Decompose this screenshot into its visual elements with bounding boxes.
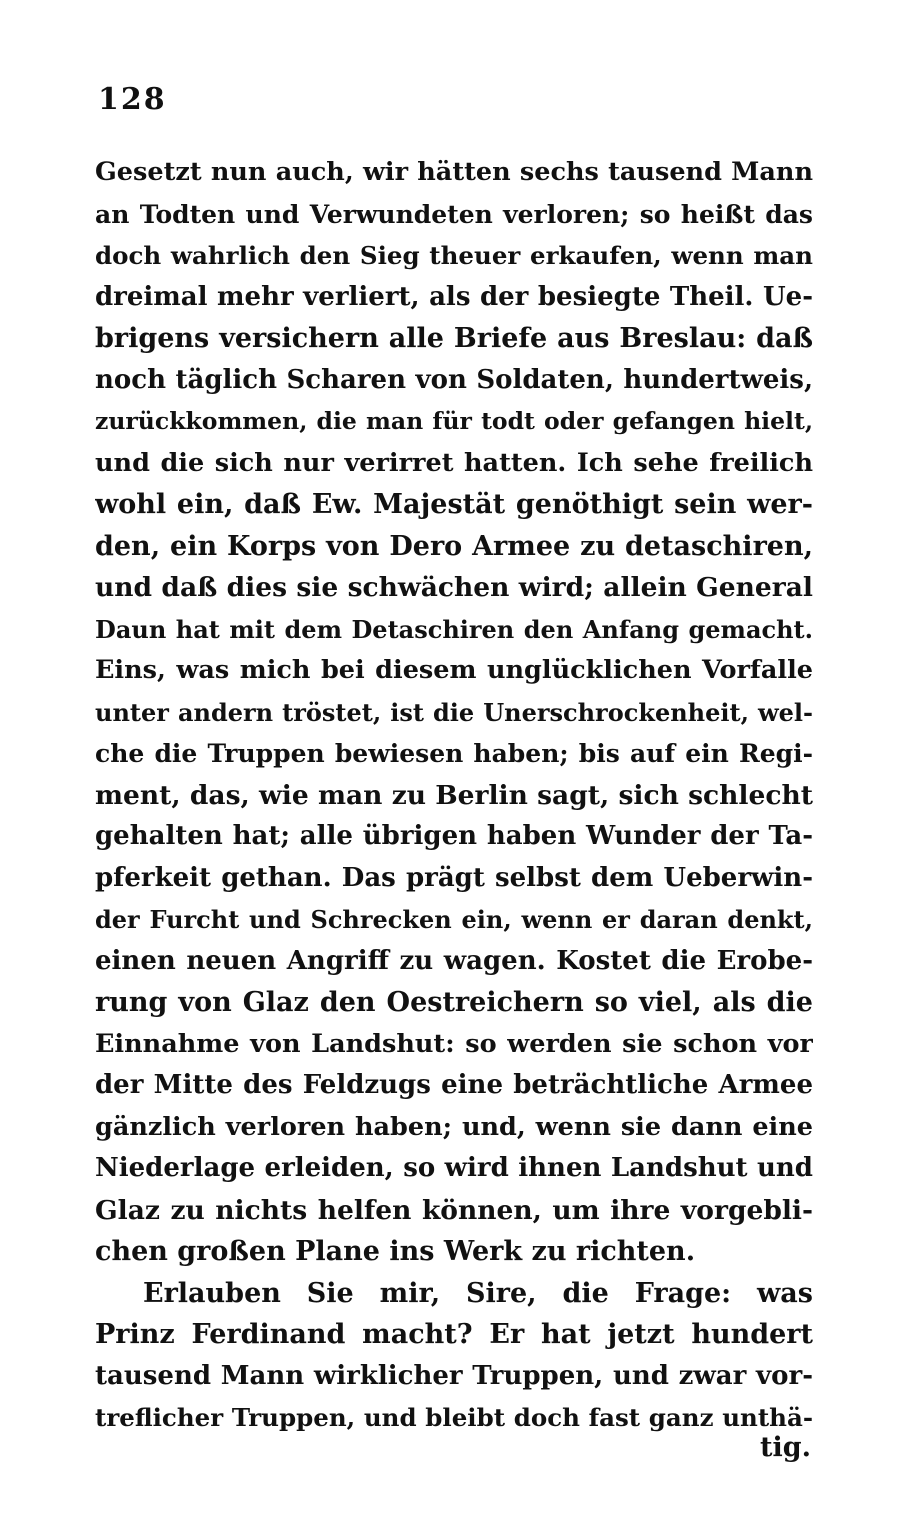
text-line: der Mitte des Feldzugs eine beträchtliche Armee (95, 1070, 813, 1100)
text-line: noch täglich Scharen von Soldaten, hundertweis, (95, 364, 813, 395)
text-line: tausend Mann wirklicher Truppen, und zwar vor- (95, 1360, 813, 1391)
body-text (95, 152, 813, 1439)
text-line: che die Truppen bewiesen haben; bis auf ein Regi- (95, 739, 813, 768)
text-line: pferkeit gethan. Das prägt selbst dem Ueberwin- (95, 862, 813, 893)
text-line: und die sich nur verirret hatten. Ich sehe freilich (95, 447, 813, 478)
text-line: doch wahrlich den Sieg theuer erkaufen, wenn man (95, 241, 813, 270)
text-line: Daun hat mit dem Detaschiren den Anfang gemacht. (95, 614, 813, 644)
text-line: den, ein Korps von Dero Armee zu detaschiren, (95, 530, 813, 562)
page-number: 128 (98, 82, 167, 117)
text-line: der Furcht und Schrecken ein, wenn er daran denkt, (95, 905, 813, 934)
text-line: zurückkommen, die man für todt oder gefangen hielt, (95, 407, 813, 435)
text-line: Niederlage erleiden, so wird ihnen Landshut und (95, 1153, 813, 1183)
text-line: rung von Glaz den Oestreichern so viel, als die (95, 987, 813, 1018)
text-line: gehalten hat; alle übrigen haben Wunder der Ta- (95, 821, 813, 851)
text-line: treflicher Truppen, und bleibt doch fast ganz unthä- (95, 1403, 813, 1432)
text-line: dreimal mehr verliert, als der besiegte Theil. Ue- (95, 281, 813, 312)
paragraph-start-line: Erlauben Sie mir, Sire, die Frage: was (143, 1277, 813, 1309)
text-line: an Todten und Verwundeten verloren; so heißt das (95, 199, 813, 229)
text-line: Eins, was mich bei diesem unglücklichen Vorfalle (95, 655, 813, 685)
paragraph-end-line: chen großen Plane ins Werk zu richten. (95, 1236, 696, 1267)
catchword: tig. (760, 1432, 812, 1463)
text-line: und daß dies sie schwächen wird; allein General (95, 572, 813, 603)
text-line: unter andern tröstet, ist die Unerschrockenheit, wel- (95, 697, 813, 727)
text-line: wohl ein, daß Ew. Majestät genöthigt sein wer- (95, 489, 813, 520)
text-line: Einnahme von Landshut: so werden sie schon vor (95, 1028, 813, 1059)
text-line: ment, das, wie man zu Berlin sagt, sich schlecht (95, 779, 813, 811)
text-line: einen neuen Angriff zu wagen. Kostet die Erobe- (95, 945, 813, 976)
text-line: Gesetzt nun auch, wir hätten sechs tausend Mann (95, 157, 813, 187)
text-line: Glaz zu nichts helfen können, um ihre vorgebli- (95, 1194, 813, 1226)
text-line: brigens versichern alle Briefe aus Breslau: daß (95, 323, 813, 354)
text-line: Prinz Ferdinand macht? Er hat jetzt hundert (95, 1319, 813, 1350)
text-line: gänzlich verloren haben; und, wenn sie dann eine (95, 1111, 813, 1142)
